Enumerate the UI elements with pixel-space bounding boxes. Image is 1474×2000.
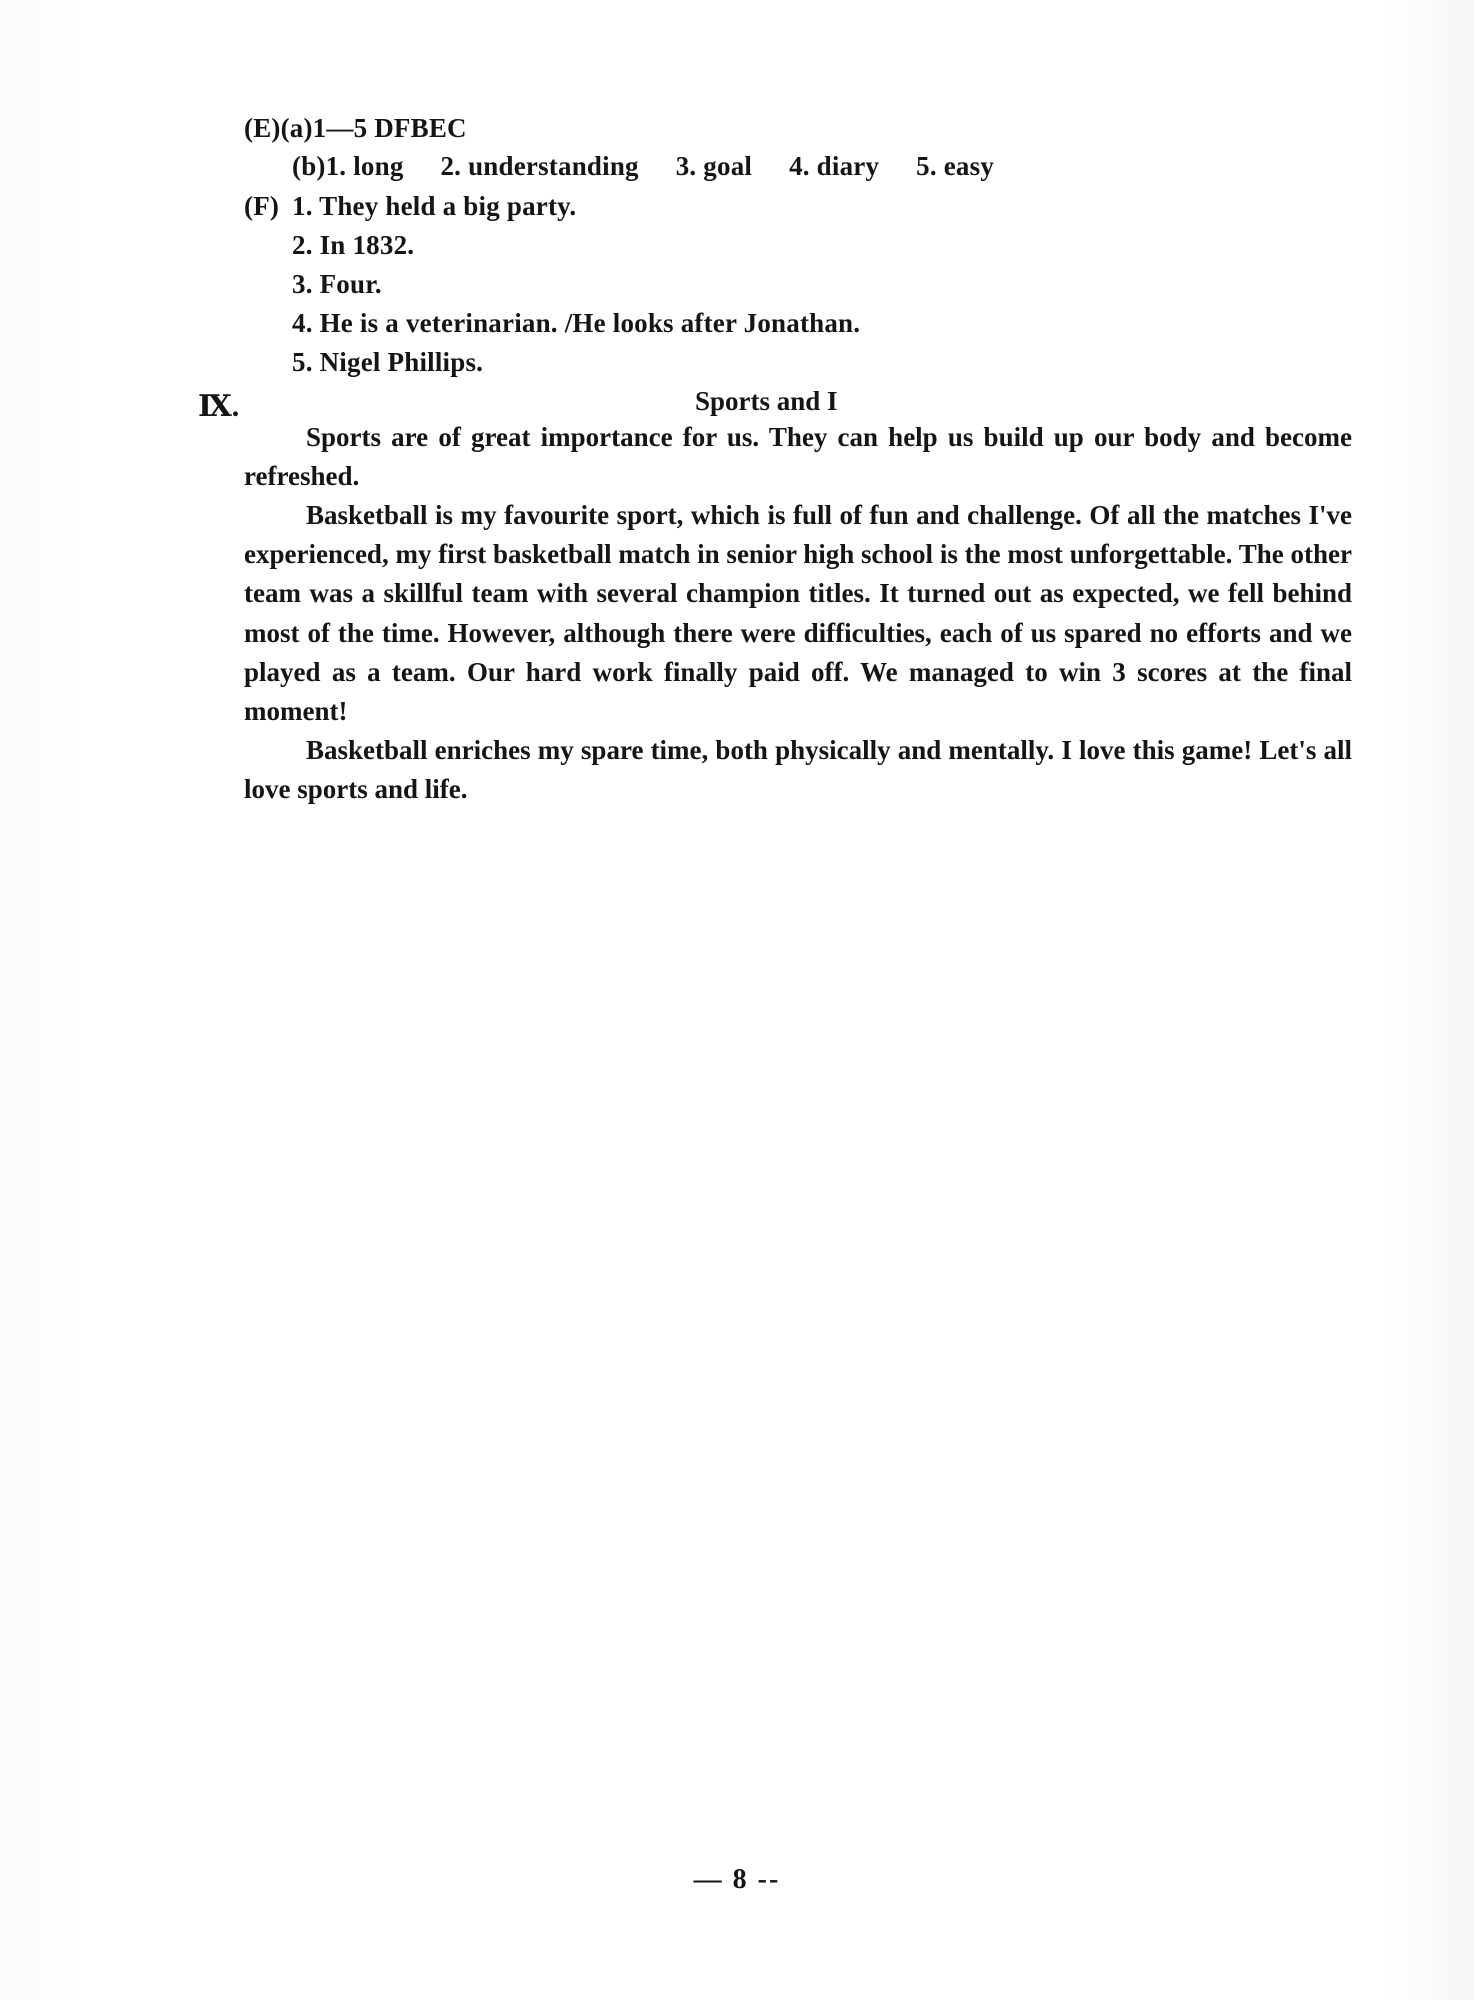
essay-title: Sports and I (695, 386, 838, 416)
section-numeral: Ⅸ. (198, 390, 240, 423)
answer-e-b-item: 1. long (325, 151, 404, 181)
essay-paragraph: Basketball enriches my spare time, both physically and mentally. I love this game! Let's all love sports and life. (244, 735, 1352, 805)
answer-e-a: (E)(a)1—5 DFBEC (244, 113, 467, 143)
answer-f-label: (F) (244, 191, 280, 221)
page-number: — 8 -- (693, 1864, 781, 1895)
answer-e-b-item: 2. understanding (440, 151, 639, 181)
answer-f-item: 3. Four. (292, 269, 382, 299)
answer-f-item: 4. He is a veterinarian. /He looks after Jonathan. (292, 308, 861, 338)
answer-f-item: 5. Nigel Phillips. (292, 347, 484, 377)
answer-e-b (292, 148, 994, 184)
answer-e-b-item: 5. easy (916, 151, 995, 181)
essay-paragraph: Basketball is my favourite sport, which is full of fun and challenge. Of all the matches I've experienced, my first basketball match in senior high school is the most unforgettable. The other team was a skillful team with several champion titles. It turned out as expected, we fell behind most of the time. However, although there were difficulties, each of us spared no efforts and we played as a team. Our hard work finally paid off. We managed to win 3 scores at the final moment! (244, 500, 1352, 727)
answer-f-item: 1. They held a big party. (292, 191, 577, 221)
answer-f-item: 2. In 1832. (292, 230, 415, 260)
answer-e-b-item: 3. goal (675, 151, 753, 181)
answer-e-b-item: 4. diary (789, 151, 880, 181)
essay-paragraph: Sports are of great importance for us. They can help us build up our body and become refreshed. (244, 422, 1352, 492)
answer-e-b-prefix: (b) (292, 151, 326, 181)
